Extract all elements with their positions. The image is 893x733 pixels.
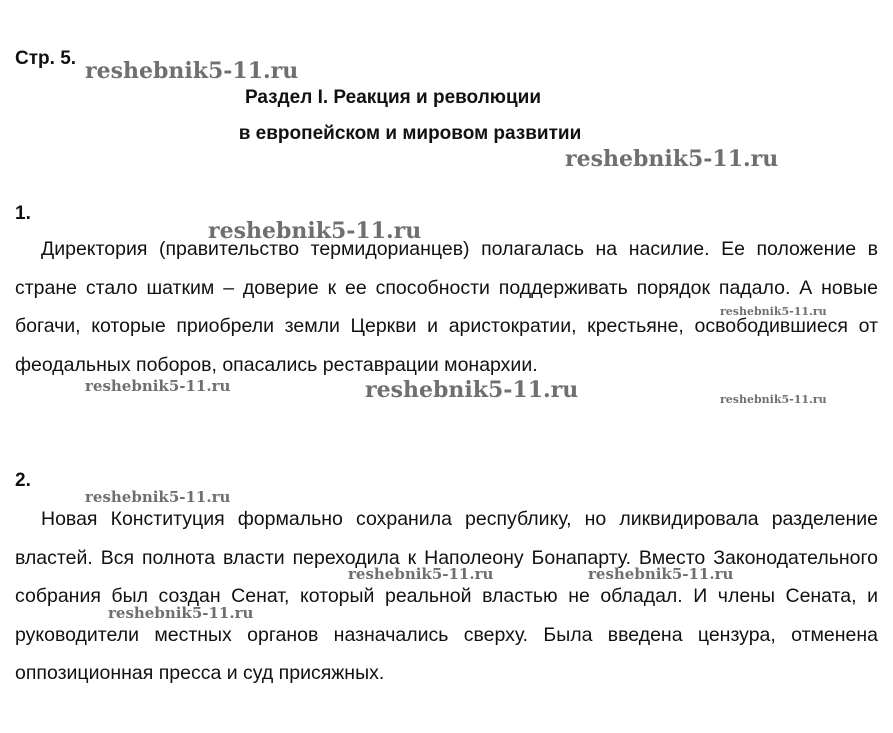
watermark: reshebnik5-11.ru <box>85 58 299 84</box>
section-title-line-1: Раздел I. Реакция и революции <box>244 87 542 108</box>
watermark: reshebnik5-11.ru <box>85 488 231 506</box>
watermark: reshebnik5-11.ru <box>85 377 231 395</box>
answer-2-text <box>15 500 878 693</box>
answer-2-paragraph: Новая Конституция формально сохранила республику, но ликвидировала разделение властей. Вся полнота власти переходила к Наполеону Бонапарту. Вместо Законодательного собрания был создан Сенат, который реальной властью не обладал. И члены Сената, и руководители местных органов назначались сверху. Была введена цензура, отменена оппозиционная пресса и суд присяжных. <box>15 508 878 684</box>
page-number: Стр. 5. <box>15 48 77 69</box>
watermark: reshebnik5-11.ru <box>208 218 422 244</box>
watermark: reshebnik5-11.ru <box>565 146 779 172</box>
watermark: reshebnik5-11.ru <box>348 565 494 583</box>
answer-1-paragraph: Директория (правительство термидорианцев) полагалась на насилие. Ее положение в стране стало шатким – доверие к ее способности поддерживать порядок падало. А новые богачи, которые приобрели земли Церкви и аристократии, крестьяне, освободившиеся от феодальных поборов, опасались реставрации монархии. <box>15 238 878 376</box>
watermark: reshebnik5-11.ru <box>720 393 827 406</box>
watermark: reshebnik5-11.ru <box>365 377 579 403</box>
watermark: reshebnik5-11.ru <box>720 305 827 318</box>
section-title-line-2: в европейском и мировом развитии <box>238 123 582 144</box>
watermark: reshebnik5-11.ru <box>588 565 734 583</box>
answer-1-number: 1. <box>15 203 31 224</box>
watermark: reshebnik5-11.ru <box>108 604 254 622</box>
answer-2-number: 2. <box>15 470 31 491</box>
